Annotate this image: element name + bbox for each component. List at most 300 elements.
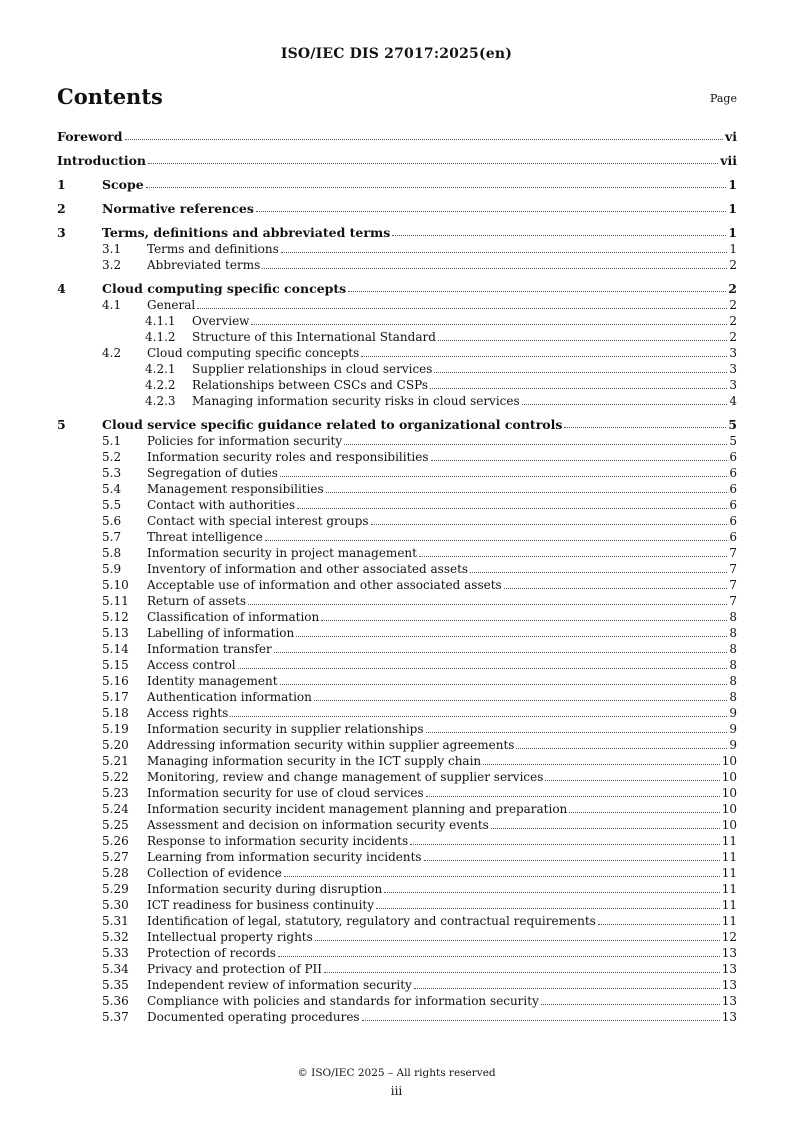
toc-entry-number: 5.16 <box>102 674 129 688</box>
dot-leader <box>146 176 727 188</box>
toc-entry-title: Access control <box>147 658 236 672</box>
toc-entry[interactable] <box>57 152 737 169</box>
toc-entry-number: 4.2.2 <box>145 378 176 392</box>
toc-entry-page: 2 <box>729 258 737 272</box>
toc-entry-title: Managing information security in the ICT supply chain <box>147 754 482 768</box>
toc-entry-number: 3.2 <box>102 258 122 272</box>
toc-entry-page: 1 <box>728 201 737 216</box>
toc-entry-page: 6 <box>729 450 737 464</box>
toc-entry-text <box>147 561 737 577</box>
toc-entry-title: Acceptable use of information and other associated assets <box>147 578 502 592</box>
toc-entry-number: 5.7 <box>102 530 122 544</box>
toc-entry-number: 5.3 <box>102 466 122 480</box>
toc-entry-page: 6 <box>729 466 737 480</box>
toc-entry-title: Foreword <box>57 129 123 144</box>
dot-leader <box>296 625 727 637</box>
toc-entry-page: 4 <box>729 394 737 408</box>
toc-entry-number: 5.21 <box>102 754 129 768</box>
toc-entry-number: 5.19 <box>102 722 129 736</box>
dot-leader <box>504 577 728 589</box>
toc-entry[interactable] <box>57 416 737 433</box>
dot-leader <box>541 993 720 1005</box>
toc-entry[interactable] <box>57 313 737 329</box>
toc-entry-title: Information security for use of cloud services <box>147 786 424 800</box>
toc-entry[interactable] <box>57 200 737 217</box>
dot-leader <box>125 128 723 140</box>
dot-leader <box>348 280 726 292</box>
toc-entry[interactable] <box>57 673 737 689</box>
toc-entry-number: 5.4 <box>102 482 122 496</box>
toc-entry-number: 5.23 <box>102 786 129 800</box>
toc-entry[interactable] <box>57 929 737 945</box>
toc-entry[interactable] <box>57 433 737 449</box>
toc-entry-number: 5 <box>57 417 66 432</box>
toc-entry[interactable] <box>57 753 737 769</box>
toc-entry-text <box>147 545 737 561</box>
toc-entry[interactable] <box>57 785 737 801</box>
toc-entry-text <box>102 200 737 217</box>
toc-entry-number: 5.8 <box>102 546 122 560</box>
toc-entry-page: 10 <box>721 770 737 784</box>
toc-entry[interactable] <box>57 961 737 977</box>
dot-leader <box>278 945 720 957</box>
toc-entry-page: 2 <box>729 330 737 344</box>
toc-entry-title: Compliance with policies and standards for information security <box>147 994 539 1008</box>
toc-entry-number: 5.37 <box>102 1010 129 1024</box>
toc-entry-page: 3 <box>729 378 737 392</box>
toc-entry-page: 11 <box>721 866 737 880</box>
toc-entry-title: Managing information security risks in cloud services <box>192 394 520 408</box>
toc-entry-number: 4.1 <box>102 298 122 312</box>
toc-entry[interactable] <box>57 1009 737 1025</box>
dot-leader <box>569 801 719 813</box>
dot-leader <box>324 961 720 973</box>
toc-entry[interactable] <box>57 481 737 497</box>
dot-leader <box>564 416 726 428</box>
toc-entry-title: Inventory of information and other associated assets <box>147 562 469 576</box>
toc-entry[interactable] <box>57 881 737 897</box>
toc-entry-title: Threat intelligence <box>147 530 263 544</box>
toc-entry-title: Privacy and protection of PII <box>147 962 323 976</box>
toc-entry-page: 8 <box>729 690 737 704</box>
toc-entry[interactable] <box>57 345 737 361</box>
toc-entry-page: vi <box>724 129 737 144</box>
dot-leader <box>251 313 727 325</box>
toc-entry-text <box>192 393 737 409</box>
toc-entry-text <box>147 609 737 625</box>
toc-entry-text <box>147 993 737 1009</box>
toc-entry-page: 2 <box>729 298 737 312</box>
dot-leader <box>522 393 728 405</box>
toc-entry-number: 5.5 <box>102 498 122 512</box>
toc-entry-page: 5 <box>728 417 737 432</box>
toc-entry-title: Segregation of duties <box>147 466 278 480</box>
dot-leader <box>314 689 728 701</box>
toc-entry-title: Policies for information security <box>147 434 343 448</box>
toc-entry-text <box>57 128 737 145</box>
toc-entry-page: 7 <box>729 594 737 608</box>
toc-entry-number: 4.2.1 <box>145 362 176 376</box>
dot-leader <box>431 449 728 461</box>
toc-entry[interactable] <box>57 657 737 673</box>
toc-entry-page: 11 <box>721 850 737 864</box>
toc-entry-text <box>147 913 737 929</box>
toc-entry[interactable] <box>57 224 737 241</box>
toc-entry-title: Information security in supplier relationships <box>147 722 424 736</box>
dot-leader <box>434 361 727 373</box>
toc-entry-text <box>147 929 737 945</box>
toc-entry-text <box>57 152 737 169</box>
toc-entry-title: Authentication information <box>147 690 312 704</box>
toc-entry[interactable] <box>57 577 737 593</box>
toc-entry-text <box>147 449 737 465</box>
toc-entry[interactable] <box>57 361 737 377</box>
toc-entry-text <box>147 817 737 833</box>
dot-leader <box>371 513 728 525</box>
toc-entry-text <box>147 689 737 705</box>
toc-entry-text <box>147 785 737 801</box>
toc-entry[interactable] <box>57 609 737 625</box>
toc-entry-number: 5.29 <box>102 882 129 896</box>
toc-entry-page: 8 <box>729 642 737 656</box>
dot-leader <box>262 257 727 269</box>
toc-entry-text <box>147 977 737 993</box>
toc-entry-text <box>147 593 737 609</box>
toc-entry-title: Classification of information <box>147 610 320 624</box>
dot-leader <box>376 897 720 909</box>
toc-entry-text <box>147 849 737 865</box>
toc-entry-title: Overview <box>192 314 250 328</box>
toc-entry-title: Response to information security incidents <box>147 834 409 848</box>
dot-leader <box>384 881 720 893</box>
toc-entry-title: Access rights <box>147 706 229 720</box>
toc-entry-text <box>147 753 737 769</box>
toc-entry-page: 8 <box>729 626 737 640</box>
toc-entry-title: Abbreviated terms <box>147 258 261 272</box>
dot-leader <box>424 849 720 861</box>
toc-entry-title: Supplier relationships in cloud services <box>192 362 433 376</box>
toc-entry[interactable] <box>57 128 737 145</box>
toc-entry-text <box>147 345 737 361</box>
toc-entry-text <box>147 577 737 593</box>
toc-entry-number: 5.25 <box>102 818 129 832</box>
toc-entry-page: 1 <box>729 242 737 256</box>
dot-leader <box>430 377 727 389</box>
toc-entry-title: Information security in project management <box>147 546 417 560</box>
toc-entry[interactable] <box>57 297 737 313</box>
toc-entry-number: 5.27 <box>102 850 129 864</box>
toc-entry-text <box>147 465 737 481</box>
dot-leader <box>326 481 728 493</box>
toc-entry-title: ICT readiness for business continuity <box>147 898 375 912</box>
toc-entry-number: 5.11 <box>102 594 129 608</box>
dot-leader <box>265 529 728 541</box>
page-column-label: Page <box>709 92 737 105</box>
toc-entry[interactable] <box>57 176 737 193</box>
toc-entry-title: Cloud service specific guidance related to organizational controls <box>102 417 563 432</box>
toc-entry-title: Information security incident management planning and preparation <box>147 802 568 816</box>
toc-entry-text <box>147 897 737 913</box>
toc-entry-number: 2 <box>57 201 66 216</box>
toc-entry[interactable] <box>57 849 737 865</box>
toc-entry-page: 13 <box>721 946 737 960</box>
toc-entry[interactable] <box>57 545 737 561</box>
toc-entry-number: 5.35 <box>102 978 129 992</box>
toc-entry-page: 13 <box>721 1010 737 1024</box>
toc-entry[interactable] <box>57 817 737 833</box>
dot-leader <box>361 345 727 357</box>
toc-entry[interactable] <box>57 257 737 273</box>
toc-entry-number: 3.1 <box>102 242 122 256</box>
toc-entry-number: 5.17 <box>102 690 129 704</box>
toc-entry-number: 1 <box>57 177 66 192</box>
toc-entry-number: 5.24 <box>102 802 129 816</box>
dot-leader <box>321 609 727 621</box>
toc-entry-text <box>147 257 737 273</box>
toc-entry-number: 5.20 <box>102 738 129 752</box>
toc-entry[interactable] <box>57 737 737 753</box>
toc-entry-page: 7 <box>729 546 737 560</box>
toc-entry-page: 7 <box>729 578 737 592</box>
toc-entry-title: Intellectual property rights <box>147 930 313 944</box>
toc-entry-title: Labelling of information <box>147 626 295 640</box>
toc-entry-title: Terms, definitions and abbreviated terms <box>102 225 391 240</box>
toc-entry-page: 11 <box>721 834 737 848</box>
toc-entry-number: 3 <box>57 225 66 240</box>
dot-leader <box>483 753 720 765</box>
toc-entry-text <box>147 1009 737 1025</box>
toc-entry-text <box>192 361 737 377</box>
toc-entry-number: 4.2.3 <box>145 394 176 408</box>
toc-entry-text <box>102 176 737 193</box>
toc-entry-text <box>147 481 737 497</box>
toc-entry[interactable] <box>57 625 737 641</box>
toc-entry-title: Management responsibilities <box>147 482 324 496</box>
dot-leader <box>545 769 719 781</box>
toc-entry-title: Terms and definitions <box>147 242 279 256</box>
toc-entry[interactable] <box>57 913 737 929</box>
toc-entry-title: Information security during disruption <box>147 882 383 896</box>
toc-entry-page: 1 <box>728 225 737 240</box>
toc-entry-number: 4.2 <box>102 346 122 360</box>
toc-entry-number: 5.9 <box>102 562 122 576</box>
toc-entry-title: Documented operating procedures <box>147 1010 360 1024</box>
dot-leader <box>516 737 727 749</box>
toc-entry[interactable] <box>57 945 737 961</box>
toc-entry[interactable] <box>57 329 737 345</box>
toc-entry-number: 5.36 <box>102 994 129 1008</box>
toc-entry-text <box>147 833 737 849</box>
toc-entry-page: 10 <box>721 802 737 816</box>
toc-entry-text <box>192 377 737 393</box>
table-of-contents <box>57 128 737 1025</box>
toc-entry-text <box>147 737 737 753</box>
toc-entry[interactable] <box>57 593 737 609</box>
toc-entry-text <box>147 673 737 689</box>
dot-leader <box>280 673 728 685</box>
toc-entry-page: 11 <box>721 898 737 912</box>
toc-entry-text <box>147 769 737 785</box>
dot-leader <box>392 224 726 236</box>
toc-entry-page: 6 <box>729 482 737 496</box>
dot-leader <box>281 241 728 253</box>
toc-entry-title: Cloud computing specific concepts <box>102 281 347 296</box>
toc-entry-text <box>147 241 737 257</box>
toc-entry-page: vii <box>720 153 737 168</box>
toc-entry-number: 5.26 <box>102 834 129 848</box>
toc-entry-number: 5.6 <box>102 514 122 528</box>
toc-entry-title: Information security roles and responsibilities <box>147 450 429 464</box>
dot-leader <box>414 977 720 989</box>
toc-entry-text <box>147 865 737 881</box>
toc-entry[interactable] <box>57 865 737 881</box>
toc-entry-number: 5.10 <box>102 578 129 592</box>
toc-entry-title: Normative references <box>102 201 254 216</box>
toc-entry-number: 5.22 <box>102 770 129 784</box>
toc-entry-page: 9 <box>729 706 737 720</box>
toc-entry-page: 6 <box>729 514 737 528</box>
dot-leader <box>256 200 726 212</box>
toc-entry-text <box>147 881 737 897</box>
dot-leader <box>426 785 720 797</box>
dot-leader <box>426 721 728 733</box>
toc-entry-number: 5.13 <box>102 626 129 640</box>
toc-entry-text <box>147 721 737 737</box>
dot-leader <box>274 641 728 653</box>
toc-entry-page: 13 <box>721 978 737 992</box>
toc-entry-title: Protection of records <box>147 946 276 960</box>
toc-entry-number: 5.33 <box>102 946 129 960</box>
toc-entry-title: Return of assets <box>147 594 246 608</box>
toc-entry[interactable] <box>57 561 737 577</box>
toc-entry[interactable] <box>57 769 737 785</box>
toc-entry-page: 6 <box>729 498 737 512</box>
toc-entry-title: Structure of this International Standard <box>192 330 436 344</box>
toc-entry[interactable] <box>57 705 737 721</box>
dot-leader <box>297 497 727 509</box>
toc-entry-page: 3 <box>729 362 737 376</box>
dot-leader <box>438 329 727 341</box>
toc-entry-text <box>147 801 737 817</box>
toc-entry-page: 10 <box>721 786 737 800</box>
toc-entry-number: 5.18 <box>102 706 129 720</box>
toc-entry-number: 5.1 <box>102 434 122 448</box>
toc-entry-page: 13 <box>721 994 737 1008</box>
toc-entry-page: 1 <box>728 177 737 192</box>
toc-entry-title: Contact with authorities <box>147 498 296 512</box>
toc-entry[interactable] <box>57 689 737 705</box>
toc-entry[interactable] <box>57 393 737 409</box>
toc-entry-title: Independent review of information security <box>147 978 412 992</box>
toc-entry[interactable] <box>57 449 737 465</box>
dot-leader <box>238 657 728 669</box>
copyright-footer: © ISO/IEC 2025 – All rights reserved <box>297 1067 496 1079</box>
dot-leader <box>248 593 727 605</box>
toc-entry[interactable] <box>57 241 737 257</box>
toc-entry-page: 6 <box>729 530 737 544</box>
toc-entry-text <box>102 224 737 241</box>
dot-leader <box>284 865 720 877</box>
toc-entry-title: Relationships between CSCs and CSPs <box>192 378 428 392</box>
toc-entry-page: 2 <box>728 281 737 296</box>
dot-leader <box>148 152 718 164</box>
dot-leader <box>230 705 727 717</box>
document-id-header: ISO/IEC DIS 27017:2025(en) <box>280 46 513 62</box>
toc-entry-number: 5.14 <box>102 642 129 656</box>
toc-entry-number: 5.31 <box>102 914 129 928</box>
toc-entry-title: Addressing information security within supplier agreements <box>147 738 515 752</box>
toc-entry-title: Identification of legal, statutory, regulatory and contractual requirements <box>147 914 596 928</box>
dot-leader <box>280 465 727 477</box>
toc-entry-page: 8 <box>729 610 737 624</box>
dot-leader <box>410 833 720 845</box>
toc-entry-number: 5.34 <box>102 962 129 976</box>
page-number: iii <box>390 1084 403 1098</box>
toc-entry[interactable] <box>57 280 737 297</box>
toc-entry-number: 5.32 <box>102 930 129 944</box>
toc-entry[interactable] <box>57 513 737 529</box>
toc-entry-text <box>147 657 737 673</box>
toc-entry[interactable] <box>57 529 737 545</box>
toc-entry-number: 5.2 <box>102 450 122 464</box>
toc-entry-text <box>147 705 737 721</box>
toc-entry[interactable] <box>57 833 737 849</box>
toc-entry-text <box>147 513 737 529</box>
toc-entry-number: 5.12 <box>102 610 129 624</box>
contents-title: Contents <box>57 84 163 109</box>
toc-entry[interactable] <box>57 465 737 481</box>
toc-entry-text <box>192 313 737 329</box>
toc-entry-page: 2 <box>729 314 737 328</box>
toc-entry-page: 10 <box>721 818 737 832</box>
toc-entry[interactable] <box>57 641 737 657</box>
toc-entry-text <box>102 416 737 433</box>
toc-entry[interactable] <box>57 497 737 513</box>
toc-entry-number: 4 <box>57 281 66 296</box>
toc-entry[interactable] <box>57 721 737 737</box>
contents-title-row <box>57 84 737 114</box>
toc-entry[interactable] <box>57 801 737 817</box>
toc-entry-page: 8 <box>729 674 737 688</box>
toc-entry[interactable] <box>57 977 737 993</box>
dot-leader <box>470 561 727 573</box>
toc-entry-number: 5.28 <box>102 866 129 880</box>
toc-entry-text <box>192 329 737 345</box>
toc-entry[interactable] <box>57 993 737 1009</box>
toc-entry-page: 9 <box>729 722 737 736</box>
toc-entry-page: 8 <box>729 658 737 672</box>
dot-leader <box>197 297 727 309</box>
toc-entry[interactable] <box>57 377 737 393</box>
toc-entry-text <box>147 961 737 977</box>
toc-entry-title: Assessment and decision on information security events <box>147 818 489 832</box>
toc-entry-title: Monitoring, review and change management of supplier services <box>147 770 544 784</box>
toc-entry-page: 12 <box>721 930 737 944</box>
toc-entry[interactable] <box>57 897 737 913</box>
toc-entry-page: 11 <box>721 914 737 928</box>
toc-entry-page: 11 <box>721 882 737 896</box>
toc-entry-title: Contact with special interest groups <box>147 514 369 528</box>
toc-entry-title: Introduction <box>57 153 147 168</box>
toc-entry-title: Identity management <box>147 674 278 688</box>
toc-entry-text <box>147 297 737 313</box>
toc-entry-text <box>147 625 737 641</box>
toc-entry-text <box>147 433 737 449</box>
dot-leader <box>491 817 720 829</box>
toc-entry-number: 5.30 <box>102 898 129 912</box>
dot-leader <box>598 913 720 925</box>
toc-entry-title: Scope <box>102 177 144 192</box>
